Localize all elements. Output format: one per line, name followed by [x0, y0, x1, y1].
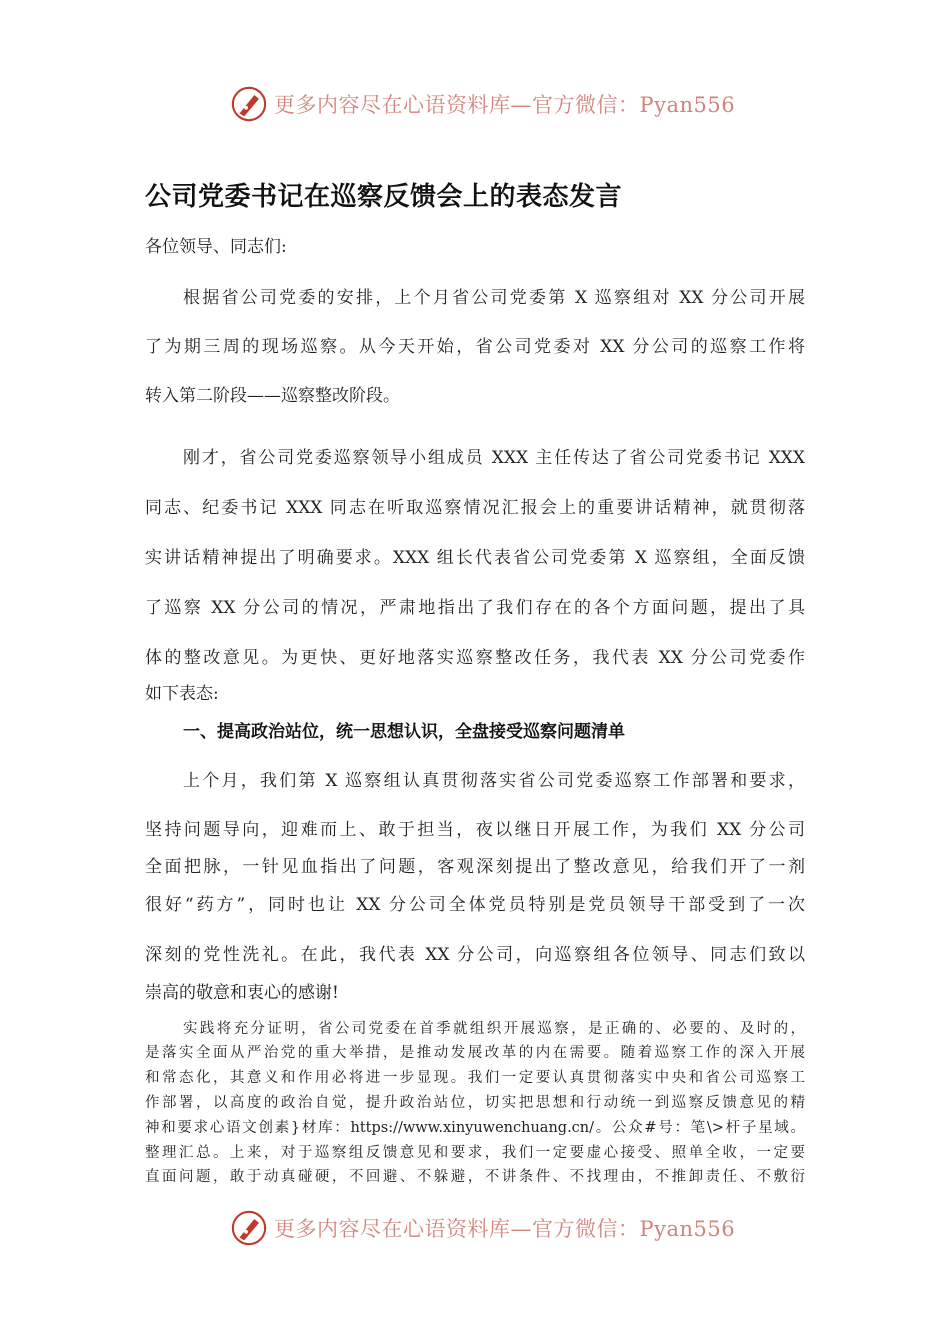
paragraph-3-line: 很好“药方”，同时也让 XX 分公司全体党员特别是党员领导干部受到了一次	[145, 895, 805, 915]
paragraph-3-line: 全面把脉，一针见血指出了问题，客观深刻提出了整改意见，给我们开了一剂	[145, 857, 805, 877]
paragraph-4-line: 直面问题，敢于动真碰硬，不回避、不躲避，不讲条件、不找理由，不推卸责任、不敷衍	[145, 1169, 805, 1185]
paragraph-1-line: 根据省公司党委的安排，上个月省公司党委第 X 巡察组对 XX 分公司开展	[183, 288, 805, 308]
pen-nib-logo-icon	[230, 1209, 268, 1247]
banner-text: 更多内容尽在心语资料库—官方微信：Pyan556	[274, 93, 736, 117]
pen-nib-logo-icon	[230, 85, 268, 123]
document-title: 公司党委书记在巡察反馈会上的表态发言	[145, 182, 623, 212]
paragraph-1-line: 了为期三周的现场巡察。从今天开始，省公司党委对 XX 分公司的巡察工作将	[145, 337, 805, 357]
paragraph-3-line: 上个月，我们第 X 巡察组认真贯彻落实省公司党委巡察工作部署和要求，	[183, 771, 805, 791]
paragraph-2-line: 了巡察 XX 分公司的情况，严肃地指出了我们存在的各个方面问题，提出了具	[145, 598, 805, 618]
paragraph-2-line: 实讲话精神提出了明确要求。XXX 组长代表省公司党委第 X 巡察组，全面反馈	[145, 548, 805, 568]
paragraph-2-line: 如下表态:	[145, 684, 219, 704]
paragraph-3-line: 深刻的党性洗礼。在此，我代表 XX 分公司，向巡察组各位领导、同志们致以	[145, 945, 805, 965]
paragraph-4-line: 实践将充分证明，省公司党委在首季就组织开展巡察，是正确的、必要的、及时的，	[183, 1021, 805, 1037]
section-heading-1: 一、提高政治站位，统一思想认识，全盘接受巡察问题清单	[183, 722, 625, 742]
footer-banner	[230, 1206, 750, 1250]
paragraph-4-line: 神和要求心语文创素}材库：https://www.xinyuwenchuang.cn/。公众#号：笔\>杆子星域。	[145, 1120, 805, 1136]
paragraph-4-line: 作部署，以高度的政治自觉，提升政治站位，切实把思想和行动统一到巡察反馈意见的精	[145, 1095, 805, 1111]
paragraph-2-line: 同志、纪委书记 XXX 同志在听取巡察情况汇报会上的重要讲话精神，就贯彻落	[145, 498, 805, 518]
paragraph-4-line: 和常态化，其意义和作用必将进一步显现。我们一定要认真贯彻落实中央和省公司巡察工	[145, 1070, 805, 1086]
salutation: 各位领导、同志们:	[145, 237, 287, 257]
paragraph-4-line: 整理汇总。上来，对于巡察组反馈意见和要求，我们一定要虚心接受、照单全收，一定要	[145, 1145, 805, 1161]
paragraph-2-line: 刚才，省公司党委巡察领导小组成员 XXX 主任传达了省公司党委书记 XXX	[183, 448, 805, 468]
header-banner	[230, 82, 750, 126]
paragraph-1-line: 转入第二阶段——巡察整改阶段。	[145, 386, 400, 406]
banner-text: 更多内容尽在心语资料库—官方微信：Pyan556	[274, 1217, 736, 1241]
paragraph-3-line: 崇高的敬意和衷心的感谢!	[145, 983, 339, 1003]
paragraph-2-line: 体的整改意见。为更快、更好地落实巡察整改任务，我代表 XX 分公司党委作	[145, 648, 805, 668]
paragraph-3-line: 坚持问题导向，迎难而上、敢于担当，夜以继日开展工作，为我们 XX 分公司	[145, 820, 805, 840]
paragraph-4-line: 是落实全面从严治党的重大举措，是推动发展改革的内在需要。随着巡察工作的深入开展	[145, 1045, 805, 1061]
